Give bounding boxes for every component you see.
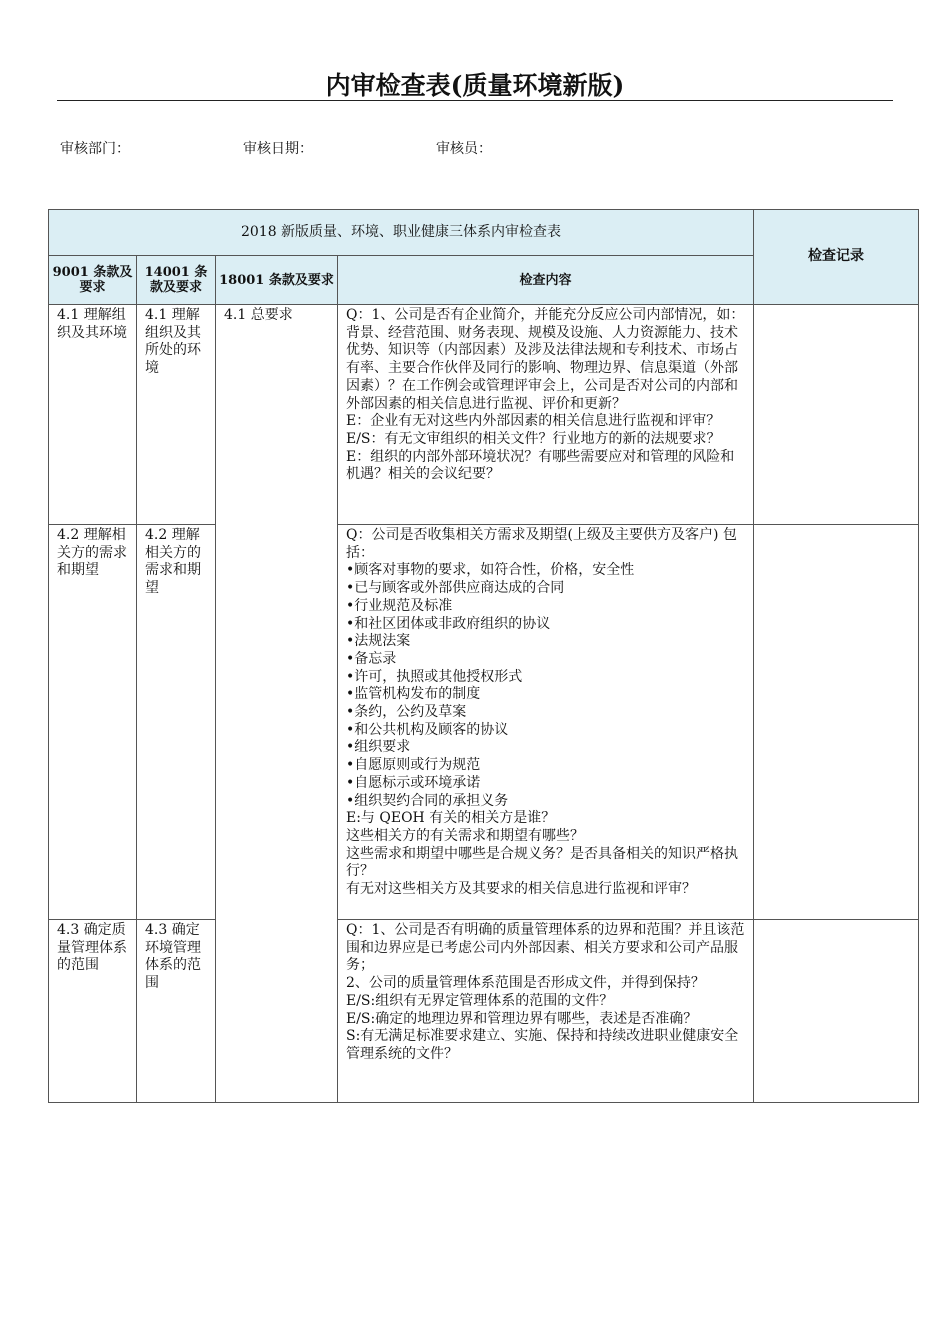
check-content-line: •许可，执照或其他授权形式 xyxy=(346,668,523,685)
check-content-line: •自愿标示或环境承诺 xyxy=(346,774,481,791)
check-content-line: Q：1、公司是否有明确的质量管理体系的边界和范围？并且该范围和边界应是已考虑公司内外部因素、相关方要求和公司产品服务； xyxy=(346,922,745,974)
auditor-label: 审核员： xyxy=(436,141,492,157)
iso14001-column-header: 14001 条款及要求 xyxy=(137,256,216,305)
check-content-line: •备忘录 xyxy=(346,650,397,667)
check-content-line: •和公共机构及顾客的协议 xyxy=(346,721,509,738)
check-content-line: Q：1、公司是否有企业简介，并能充分反应公司内部情况，如：背景、经营范围、财务表现、规模及设施、人力资源能力、技术优势、知识等（内部因素）及涉及法律法规和专利技术、市场占有率、主要合作伙伴及同行的影响、物理边界、信息渠道（外部因素）？在工作例会或管理评审会上，公司是否对公司的内部和外部因素的相关信息进行监视、评价和更新？ xyxy=(346,307,745,412)
table-title: 2018 新版质量、环境、职业健康三体系内审检查表 xyxy=(49,210,754,256)
check-content-line: Q：公司是否收集相关方需求及期望(上级及主要供方及客户) 包括： xyxy=(346,527,737,561)
audit-checklist-table xyxy=(48,209,919,1103)
ohsas18001-clause: 4.1 总要求 xyxy=(216,305,338,1103)
table-row xyxy=(49,920,919,1103)
record-column-header: 检查记录 xyxy=(754,210,919,305)
audit-department-label: 审核部门： xyxy=(60,141,130,157)
check-content-cell xyxy=(338,525,754,920)
check-content-line: E:与 QEOH 有关的相关方是谁？ xyxy=(346,810,556,827)
iso9001-clause: 4.3 确定质量管理体系的范围 xyxy=(49,920,137,1103)
ohsas18001-column-header: 18001 条款及要求 xyxy=(216,256,338,305)
iso14001-clause: 4.3 确定环境管理体系的范围 xyxy=(137,920,216,1103)
check-content-line: •已与顾客或外部供应商达成的合同 xyxy=(346,580,565,597)
check-content-line: •和社区团体或非政府组织的协议 xyxy=(346,615,551,632)
check-content-line: E/S：有无文审组织的相关文件？行业地方的新的法规要求？ xyxy=(346,430,721,447)
check-content-line: 2、公司的质量管理体系范围是否形成文件，并得到保持？ xyxy=(346,975,705,992)
check-content-line: •组织要求 xyxy=(346,739,411,756)
table-row xyxy=(49,305,919,525)
check-content-line: •监管机构发布的制度 xyxy=(346,686,481,703)
check-content-line: •法规法案 xyxy=(346,633,411,650)
check-content-line: •条约，公约及草案 xyxy=(346,704,467,721)
iso14001-clause: 4.1 理解组织及其所处的环境 xyxy=(137,305,216,525)
check-content-column-header: 检查内容 xyxy=(338,256,754,305)
iso9001-clause: 4.1 理解组织及其环境 xyxy=(49,305,137,525)
check-content-line: 这些需求和期望中哪些是合规义务？是否具备相关的知识严格执行？ xyxy=(346,845,738,880)
audit-date-label: 审核日期： xyxy=(243,141,313,157)
check-content-line: •组织契约合同的承担义务 xyxy=(346,792,509,809)
iso9001-clause: 4.2 理解相关方的需求和期望 xyxy=(49,525,137,920)
check-content-line: E：组织的内部外部环境状况？有哪些需要应对和管理的风险和机遇？相关的会议纪要？ xyxy=(346,448,735,483)
check-content-line: E/S:组织有无界定管理体系的范围的文件？ xyxy=(346,992,614,1009)
check-record-cell[interactable] xyxy=(754,920,919,1103)
check-content-line: E：企业有无对这些内外部因素的相关信息进行监视和评审？ xyxy=(346,413,721,430)
title-underline xyxy=(57,100,893,101)
check-content-line: •顾客对事物的要求，如符合性，价格，安全性 xyxy=(346,562,635,579)
table-row xyxy=(49,525,919,920)
check-content-line: •自愿原则或行为规范 xyxy=(346,757,481,774)
check-content-line: 有无对这些相关方及其要求的相关信息进行监视和评审？ xyxy=(346,881,696,898)
check-record-cell[interactable] xyxy=(754,305,919,525)
check-content-line: E/S:确定的地理边界和管理边界有哪些，表述是否准确？ xyxy=(346,1010,698,1027)
iso14001-clause: 4.2 理解相关方的需求和期望 xyxy=(137,525,216,920)
check-content-cell xyxy=(338,305,754,525)
check-content-line: S:有无满足标准要求建立、实施、保持和持续改进职业健康安全管理系统的文件？ xyxy=(346,1028,739,1062)
iso9001-column-header: 9001 条款及要求 xyxy=(49,256,137,305)
check-content-cell xyxy=(338,920,754,1103)
check-record-cell[interactable] xyxy=(754,525,919,920)
document-title: 内审检查表(质量环境新版) xyxy=(325,71,625,100)
check-content-line: 这些相关方的有关需求和期望有哪些？ xyxy=(346,827,584,844)
check-content-line: •行业规范及标准 xyxy=(346,597,453,614)
